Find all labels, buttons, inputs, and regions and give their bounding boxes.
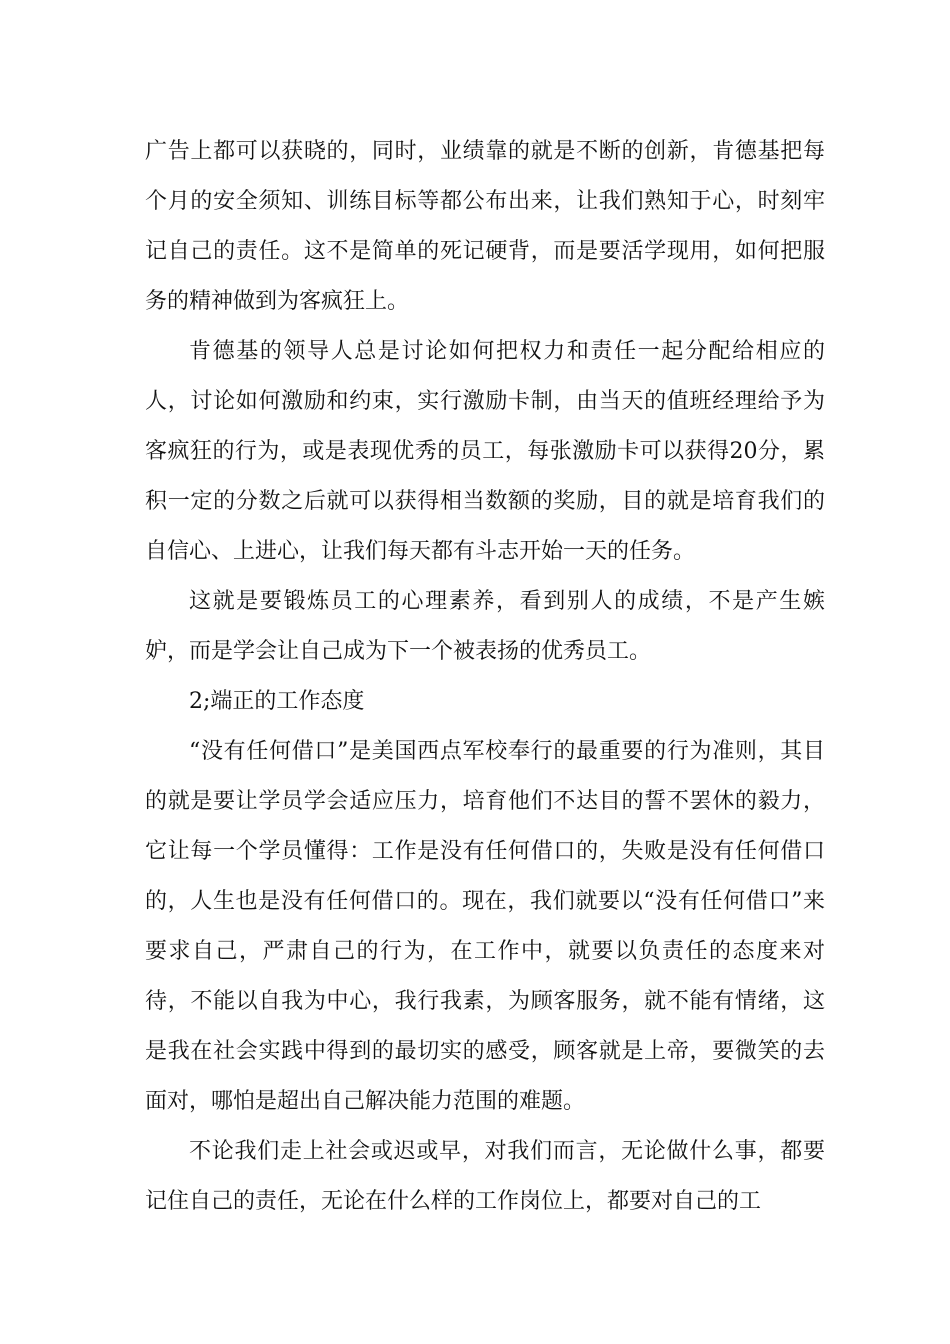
paragraph-2: 肯德基的领导人总是讨论如何把权力和责任一起分配给相应的人，讨论如何激励和约束，实行激励卡制，由当天的值班经理给予为客疯狂的行为，或是表现优秀的员工，每张激励卡可以获得20分，累积一定的分数之后就可以获得相当数额的奖励，目的就是培育我们的自信心、上进心，让我们每天都有斗志开始一天的任务。 — [145, 339, 825, 564]
section-heading: 2;端正的工作态度 — [189, 689, 365, 714]
document-body — [145, 127, 825, 1227]
paragraph-4: “没有任何借口”是美国西点军校奉行的最重要的行为准则，其目的就是要让学员学会适应压力，培育他们不达目的誓不罢休的毅力，它让每一个学员懂得：工作是没有任何借口的，失败是没有任何借口的，人生也是没有任何借口的。现在，我们就要以“没有任何借口”来要求自己，严肃自己的行为，在工作中，就要以负责任的态度来对待，不能以自我为中心，我行我素，为顾客服务，就不能有情绪，这是我在社会实践中得到的最切实的感受，顾客就是上帝，要微笑的去面对，哪怕是超出自己解决能力范围的难题。 — [145, 739, 825, 1114]
paragraph-5: 不论我们走上社会或迟或早，对我们而言，无论做什么事，都要记住自己的责任，无论在什么样的工作岗位上，都要对自己的工 — [145, 1139, 825, 1214]
paragraph-1: 广告上都可以获晓的，同时，业绩靠的就是不断的创新，肯德基把每个月的安全须知、训练目标等都公布出来，让我们熟知于心，时刻牢记自己的责任。这不是简单的死记硬背，而是要活学现用，如何把服务的精神做到为客疯狂上。 — [145, 139, 825, 314]
paragraph-3: 这就是要锻炼员工的心理素养，看到别人的成绩，不是产生嫉妒，而是学会让自己成为下一个被表扬的优秀员工。 — [145, 589, 825, 664]
